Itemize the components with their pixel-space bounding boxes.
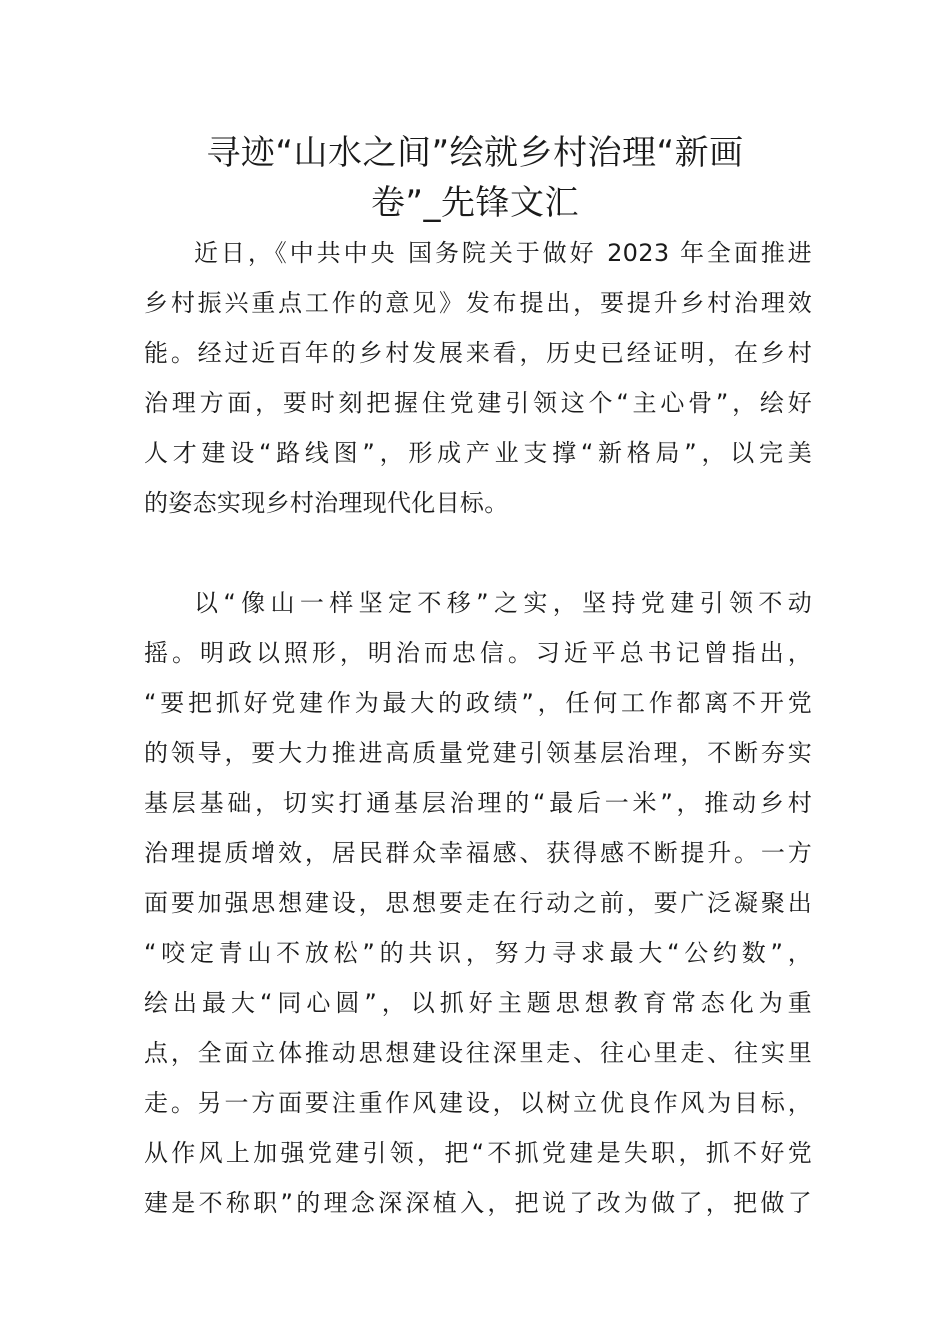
text-line: 绘出最大“同心圆”，以抓好主题思想教育常态化为重 xyxy=(144,989,812,1017)
text-line: 建是不称职”的理念深深植入，把说了改为做了，把做了 xyxy=(144,1189,812,1217)
paragraph-party-building xyxy=(144,578,812,1228)
text-line: 以“像山一样坚定不移”之实，坚持党建引领不动 xyxy=(194,589,812,617)
title-line-2: 卷”_先锋文汇 xyxy=(370,183,580,223)
text-line: “咬定青山不放松”的共识，努力寻求最大“公约数”， xyxy=(144,939,812,967)
text-line: 的领导，要大力推进高质量党建引领基层治理，不断夯实 xyxy=(144,739,812,767)
text-line: 走。另一方面要注重作风建设，以树立优良作风为目标， xyxy=(144,1089,812,1117)
text-line: 能。经过近百年的乡村发展来看，历史已经证明，在乡村 xyxy=(144,339,812,367)
text-line: 的姿态实现乡村治理现代化目标。 xyxy=(144,489,509,517)
title-line-1: 寻迹“山水之间”绘就乡村治理“新画 xyxy=(206,133,744,173)
text-line: 治理提质增效，居民群众幸福感、获得感不断提升。一方 xyxy=(144,839,812,867)
text-line: 从作风上加强党建引领，把“不抓党建是失职，抓不好党 xyxy=(144,1139,812,1167)
text-line: 基层基础，切实打通基层治理的“最后一米”，推动乡村 xyxy=(144,789,812,817)
text-line: 治理方面，要时刻把握住党建引领这个“主心骨”，绘好 xyxy=(144,389,812,417)
document-title xyxy=(140,128,810,228)
text-line: 摇。明政以照形，明治而忠信。习近平总书记曾指出， xyxy=(144,639,812,667)
text-line: 人才建设“路线图”，形成产业支撑“新格局”，以完美 xyxy=(144,439,812,467)
text-line: 点，全面立体推动思想建设往深里走、往心里走、往实里 xyxy=(144,1039,812,1067)
paragraph-intro xyxy=(144,228,812,528)
text-line: 面要加强思想建设，思想要走在行动之前，要广泛凝聚出 xyxy=(144,889,812,917)
text-line: “要把抓好党建作为最大的政绩”，任何工作都离不开党 xyxy=(144,689,812,717)
text-line: 乡村振兴重点工作的意见》发布提出，要提升乡村治理效 xyxy=(144,289,812,317)
text-line: 近日，《中共中央 国务院关于做好 2023 年全面推进 xyxy=(194,239,812,267)
